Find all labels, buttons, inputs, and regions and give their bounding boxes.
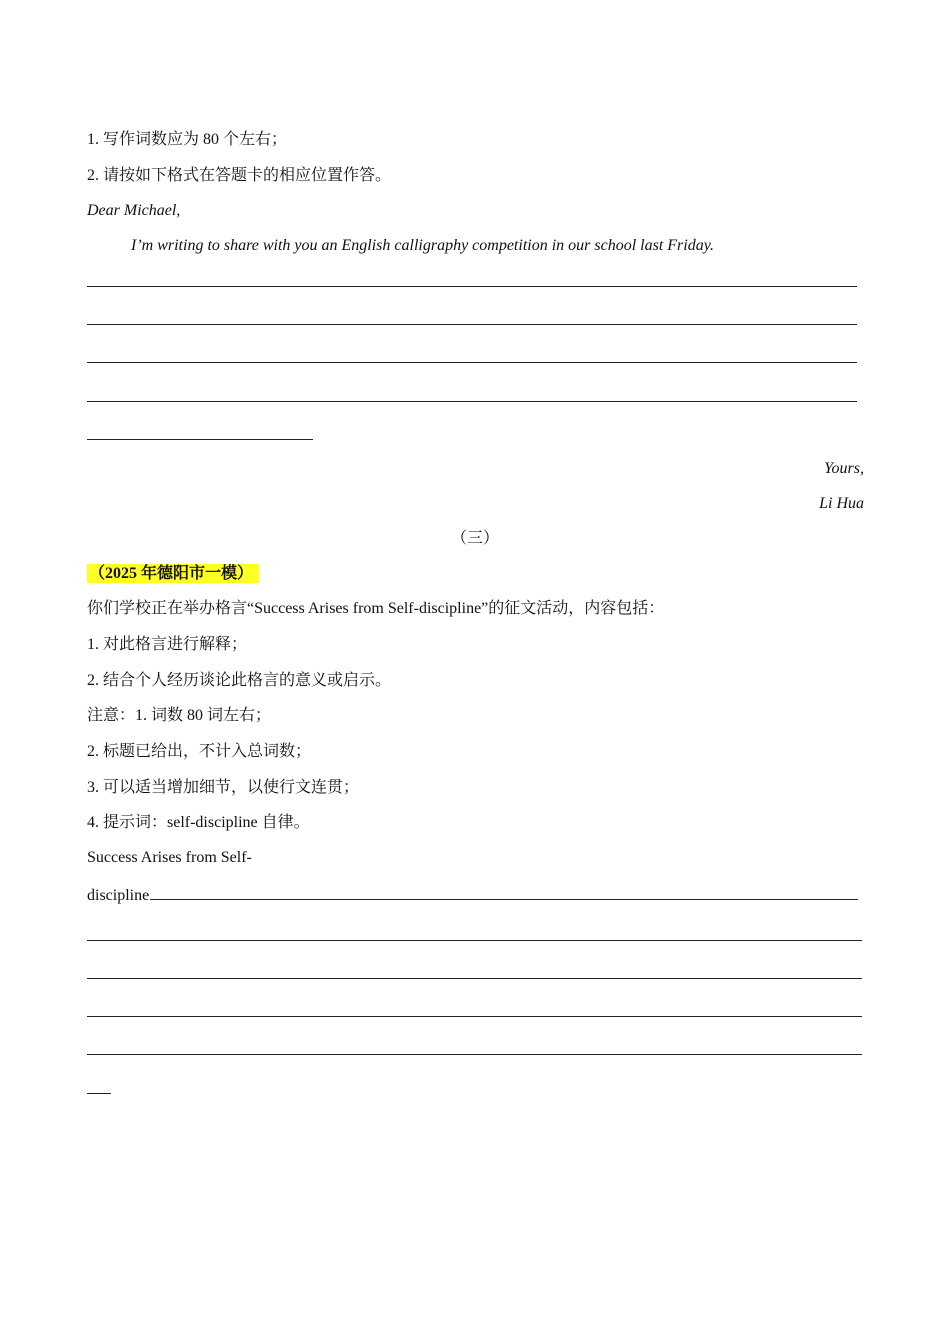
note-item-2: 2. 标题已给出，不计入总词数； <box>87 743 312 760</box>
answer-line-3[interactable] <box>87 362 857 363</box>
source-tag <box>87 564 259 584</box>
essay-answer-line-6[interactable] <box>87 1093 111 1094</box>
essay-answer-line-2[interactable] <box>87 940 862 941</box>
letter-opening: I’m writing to share with you an English calligraphy competition in our school last Friday. <box>131 237 714 254</box>
letter-greeting: Dear Michael, <box>87 202 181 219</box>
requirement-item-2: 2. 请按如下格式在答题卡的相应位置作答。 <box>87 167 392 184</box>
essay-answer-line-4[interactable] <box>87 1016 862 1017</box>
note-item-1: 注意：1. 词数 80 词左右； <box>87 707 272 724</box>
letter-signature: Li Hua <box>819 495 864 512</box>
answer-line-2[interactable] <box>87 324 857 325</box>
content-item-1: 1. 对此格言进行解释； <box>87 636 248 653</box>
answer-line-1[interactable] <box>87 286 857 287</box>
answer-line-4[interactable] <box>87 401 857 402</box>
essay-title-part-2: discipline <box>87 887 150 904</box>
essay-answer-line-1[interactable] <box>150 899 858 900</box>
essay-answer-line-3[interactable] <box>87 978 862 979</box>
essay-title-part-1: Success Arises from Self- <box>87 849 252 866</box>
source-badge: （2025 年德阳市一模） <box>87 564 259 583</box>
answer-line-5[interactable] <box>87 439 313 440</box>
note-item-4: 4. 提示词：self-discipline 自律。 <box>87 814 310 831</box>
section-number: （三） <box>450 530 499 547</box>
task-prompt: 你们学校正在举办格言“Success Arises from Self-discipline”的征文活动，内容包括： <box>87 600 665 617</box>
requirement-item-1: 1. 写作词数应为 80 个左右； <box>87 131 288 148</box>
letter-closing: Yours, <box>824 460 864 477</box>
content-item-2: 2. 结合个人经历谈论此格言的意义或启示。 <box>87 672 392 689</box>
essay-title-line <box>87 886 858 906</box>
note-item-3: 3. 可以适当增加细节，以使行文连贯； <box>87 779 360 796</box>
essay-answer-line-5[interactable] <box>87 1054 862 1055</box>
